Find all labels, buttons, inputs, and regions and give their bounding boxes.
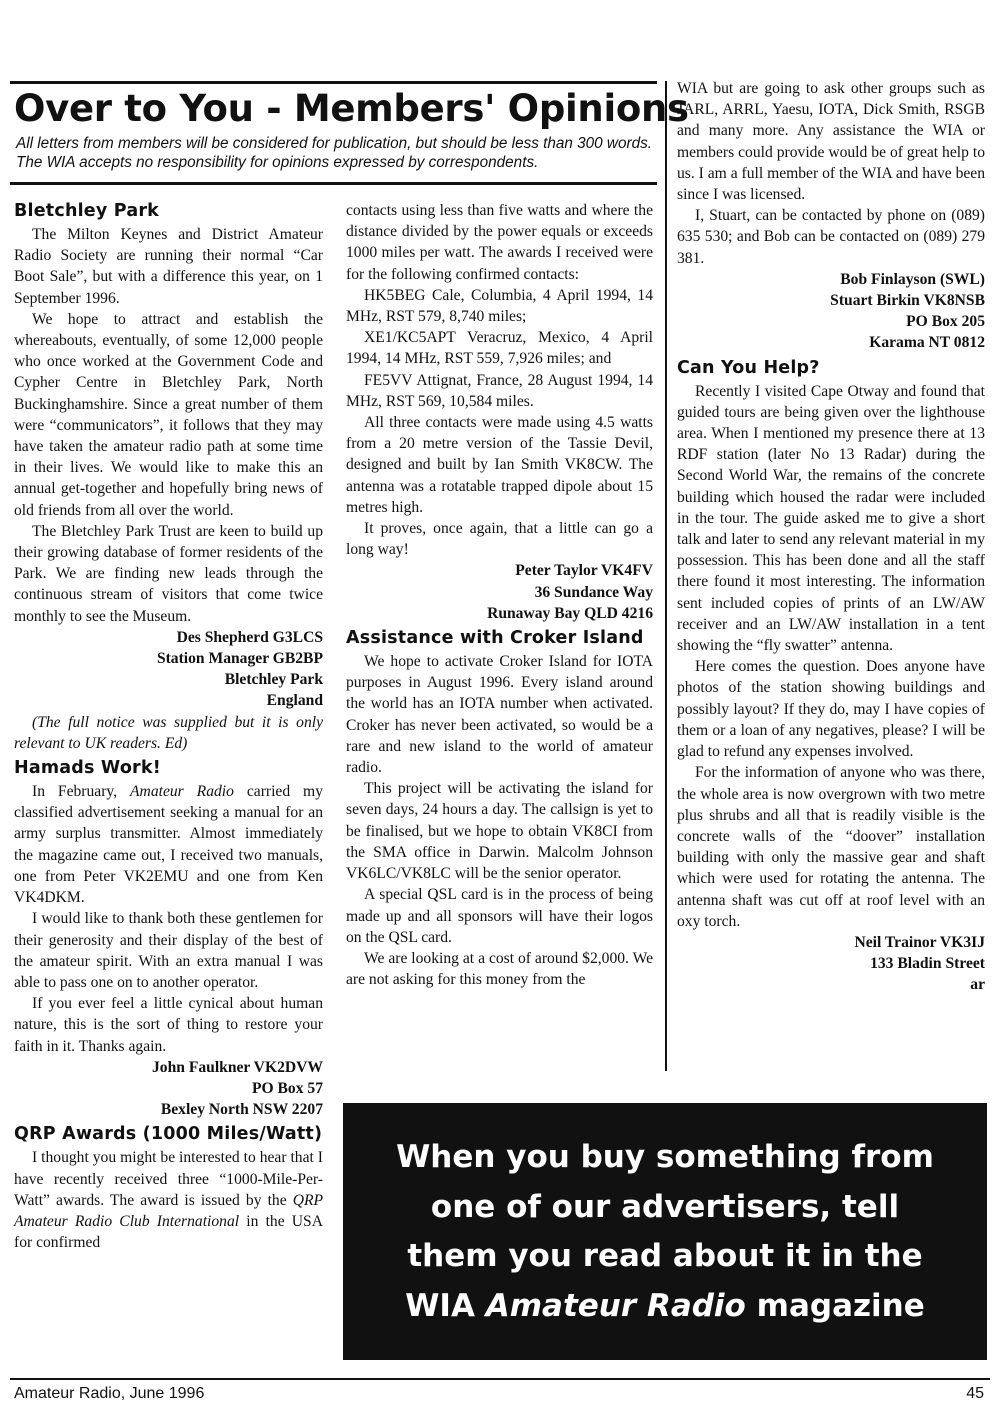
- paragraph: [14, 1147, 323, 1253]
- signature-line: Bletchley Park: [224, 671, 323, 689]
- signature-line: PO Box 57: [251, 1079, 323, 1097]
- paragraph: FE5VV Attignat, France, 28 August 1994, 14 MHz, RST 569, 10,584 miles.: [346, 371, 653, 410]
- paragraph: This project will be activating the island for seven days, 24 hours a day. The callsign is yet to be finalised, but we hope to obtain VK8CI from the SMA office in Darwin. Malcolm Johnson VK6LC/VK8LC will be the senior operator.: [346, 780, 653, 883]
- page-subtitle: All letters from members will be considered for publication, but should be less than 300 words. The WIA accepts no responsibility for opinions expressed by correspondents.: [16, 135, 652, 171]
- paragraph: It proves, once again, that a little can go a long way!: [346, 520, 653, 559]
- paragraph: We hope to activate Croker Island for IOTA purposes in August 1996. Every island around the world has an IOTA number when activated. Croker has never been activated, so would be a rare and new island to the world of amateur radio.: [346, 653, 653, 777]
- signature-line: Des Shepherd G3LCS: [176, 628, 323, 646]
- text-run: magazine: [745, 1287, 925, 1324]
- column-divider-right: [665, 81, 667, 1071]
- page-number: 45: [966, 1385, 984, 1402]
- heading-can-you-help: Can You Help?: [677, 357, 820, 378]
- ad-line: [343, 1282, 987, 1332]
- heading-hamads-work: Hamads Work!: [14, 758, 161, 779]
- heading-bletchley-park: Bletchley Park: [14, 201, 160, 221]
- top-rule: [10, 81, 657, 84]
- signature-line: Station Manager GB2BP: [156, 650, 323, 668]
- ad-line: them you read about it in the: [407, 1238, 923, 1274]
- ad-line: one of our advertisers, tell: [430, 1188, 900, 1225]
- paragraph: The Bletchley Park Trust are keen to build up their growing database of former residents of the Park. We are finding new leads through the continuous stream of visitors that come twice monthly to see the Museum.: [14, 522, 323, 625]
- paragraph: HK5BEG Cale, Columbia, 4 April 1994, 14 MHz, RST 579, 8,740 miles;: [346, 286, 653, 326]
- column-2: [346, 200, 653, 990]
- paragraph: I, Stuart, can be contacted by phone on (089) 635 530; and Bob can be contacted on (089) 279 381.: [677, 207, 985, 267]
- signature-line: Runaway Bay QLD 4216: [487, 604, 653, 622]
- signature-line: John Faulkner VK2DVW: [152, 1058, 323, 1076]
- text-run: carried my classified advertisement seeking a manual for an army surplus transmitter. Almost immediately the magazine came out, I received two manuals, one from Peter VK2EMU and one from Ken VK4DKM.: [14, 783, 323, 907]
- advertiser-notice-box: [343, 1103, 987, 1360]
- paragraph: For the information of anyone who was there, the whole area is now overgrown with two metre plus shrubs and all that is readily visible is the concrete walls of the “doover” installation building with only the massive gear and shaft which were used for rotating the antenna. The antenna shaft was cut off at roof level with an oxy torch.: [677, 764, 985, 930]
- paragraph: Here comes the question. Does anyone have photos of the station showing buildings and possibly layout? If they do, may I have copies of them or a loan of any negatives, please? I will be glad to refund any expenses involved.: [677, 658, 985, 761]
- signature-block: [14, 627, 323, 712]
- magazine-name: Amateur Radio: [130, 783, 234, 801]
- paragraph: [14, 781, 323, 908]
- text-run: WIA: [405, 1287, 486, 1324]
- paragraph: All three contacts were made using 4.5 watts from a 20 metre version of the Tassie Devil, designed and built by Ian Smith VK8CW. The antenna was a rotatable trapped dipole about 15 metres high.: [346, 414, 653, 516]
- heading-croker-island: Assistance with Croker Island: [346, 628, 644, 649]
- paragraph: WIA but are going to ask other groups such as JARL, ARRL, Yaesu, IOTA, Dick Smith, RSGB and many more. Any assistance the WIA or members could provide would be of great help to us. I am a full member of the WIA and have been since I was licensed.: [677, 80, 986, 204]
- paragraph: If you ever feel a little cynical about human nature, this is the sort of thing to restore your faith in it. Thanks again.: [14, 995, 323, 1055]
- signature-block: [677, 269, 985, 354]
- paragraph: We are looking at a cost of around $2,000. We are not asking for this money from the: [346, 949, 653, 989]
- footer-publication: Amateur Radio, June 1996: [14, 1385, 205, 1402]
- paragraph: XE1/KC5APT Veracruz, Mexico, 4 April 1994, 14 MHz, RST 559, 7,926 miles; and: [346, 329, 653, 368]
- text-run: In February,: [32, 783, 131, 801]
- paragraph: Recently I visited Cape Otway and found that guided tours are being given over the lighthouse area. When I mentioned my presence there at 13 RDF station (later No 13 Radar) during the Second World War, the remains of the concrete building which housed the radar were included in the tour. The guide asked me to give a short talk and later to send any relevant material in my possession. This has been done and all the staff there found it most interesting. The information sent included copies of prints of an LW/AW receiver and an LW/AW installation in a tent showing the “fly swatter” antenna.: [677, 382, 985, 655]
- header-bottom-rule: [10, 182, 657, 185]
- signature-line: England: [266, 692, 323, 710]
- paragraph: We hope to attract and establish the whereabouts, eventually, of some 12,000 people who once worked at the Government Code and Cypher Centre in Bletchley Park, North Buckinghamshire. Since a great number of them were “communicators”, it follows that they may have taken the amateur radio path at some time in their lives. We would like to make this an annual get-together and hopefully bring news of old friends from all over the world.: [14, 310, 323, 519]
- paragraph: The Milton Keynes and District Amateur Radio Society are running their normal “Car Boot Sale”, but with a difference this year, on 1 September 1996.: [14, 226, 323, 307]
- text-run: in the USA for confirmed: [14, 1212, 323, 1252]
- signature-line: PO Box 205: [906, 313, 985, 331]
- footer-rule: [10, 1378, 990, 1380]
- signature-block: [677, 932, 985, 996]
- text-run: I thought you might be interested to hear that I have recently received three “1000-Mile-Per-Watt” awards. The award is issued by the: [14, 1149, 323, 1209]
- magazine-name: Amateur Radio: [485, 1287, 746, 1324]
- paragraph: contacts using less than five watts and where the distance divided by the power equals or exceeds 1000 miles per watt. The awards I received were for the following confirmed contacts:: [346, 202, 653, 283]
- signature-line: 36 Sundance Way: [534, 583, 653, 601]
- signature-block: [346, 560, 653, 624]
- signature-line: Bexley North NSW 2207: [160, 1101, 323, 1119]
- club-name: QRP Amateur Radio Club International: [14, 1191, 323, 1230]
- signature-line: Peter Taylor VK4FV: [515, 562, 653, 580]
- column-1: [14, 197, 323, 1253]
- editor-note: (The full notice was supplied but it is only relevant to UK readers. Ed): [14, 713, 323, 752]
- signature-block: [14, 1057, 323, 1121]
- signature-line: Karama NT 0812: [869, 334, 985, 352]
- signature-line: 133 Bladin Street: [870, 955, 985, 973]
- page-title: Over to You - Members' Opinions: [14, 87, 689, 130]
- heading-qrp-awards: QRP Awards (1000 Miles/Watt): [14, 1124, 323, 1145]
- paragraph: I would like to thank both these gentlemen for their generosity and their display of the best of the amateur spirit. With an extra manual I was able to pass one on to another operator.: [14, 910, 323, 991]
- column-3: [677, 78, 985, 996]
- signature-line: Neil Trainor VK3IJ: [854, 933, 985, 951]
- paragraph: A special QSL card is in the process of being made up and all sponsors will have their logos on the QSL card.: [346, 886, 653, 946]
- end-mark: ar: [970, 976, 985, 994]
- signature-line: Stuart Birkin VK8NSB: [830, 292, 985, 310]
- ad-line: When you buy something from: [396, 1139, 934, 1175]
- signature-line: Bob Finlayson (SWL): [840, 270, 985, 288]
